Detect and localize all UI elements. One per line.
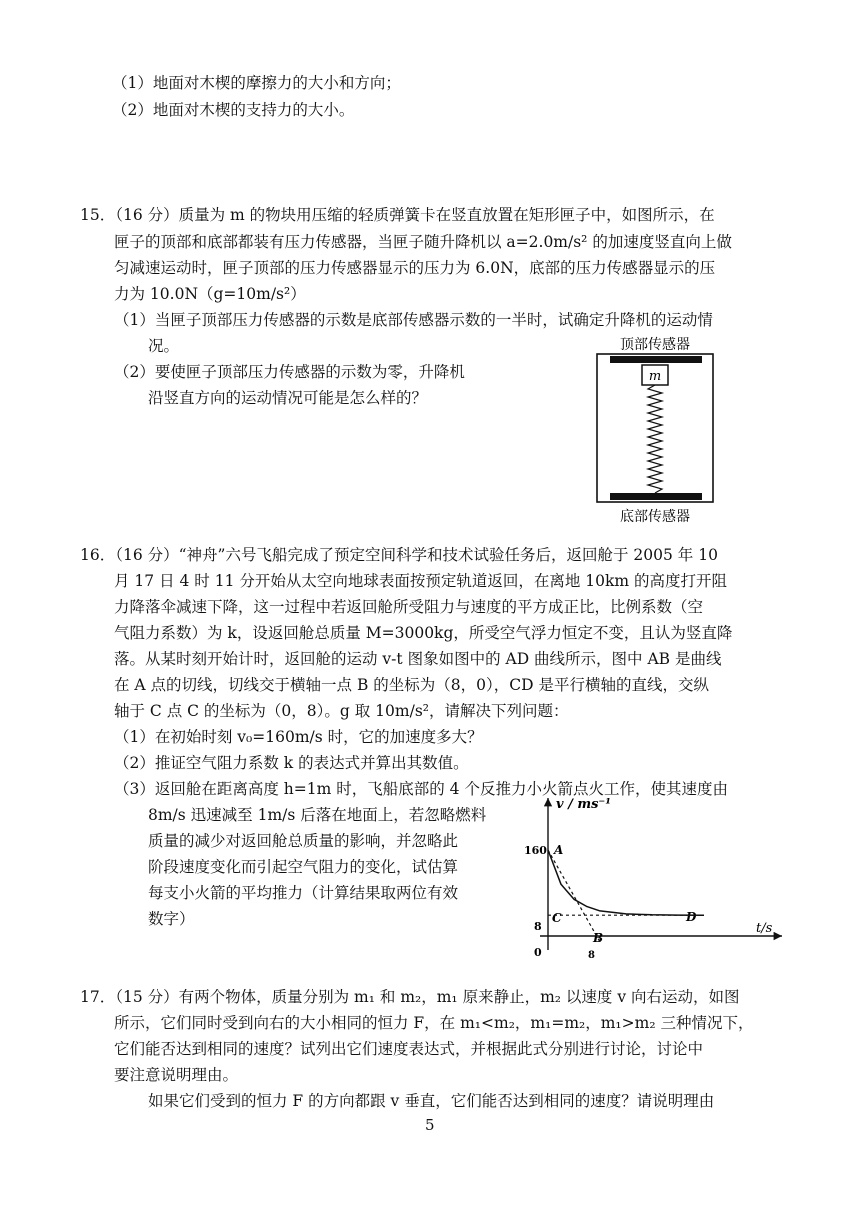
q14-item-1: （1）地面对木楔的摩擦力的大小和方向； (112, 74, 401, 92)
top-sensor (610, 356, 702, 363)
tick-0: 0 (534, 946, 542, 959)
tick-8-y: 8 (534, 920, 542, 933)
q16-item-3-cont-2: 质量的减少对返回舱总质量的影响，并忽略此 (148, 832, 459, 850)
vt-chart (520, 790, 790, 966)
q17-line-3: 它们能否达到相同的速度？试列出它们速度表达式，并根据此式分别进行讨论，讨论中 (114, 1040, 704, 1058)
bottom-sensor (610, 493, 702, 500)
q16-line-2: 月 17 日 4 时 11 分开始从太空向地球表面按预定轨道返回，在离地 10km 的高度打开阻 (114, 572, 728, 590)
curve-ad (548, 850, 704, 915)
q16-line-5: 落。从某时刻开始计时，返回舱的运动 v-t 图象如图中的 AD 曲线所示，图中 AB 是曲线 (114, 650, 722, 668)
q15-line-3: 匀减速运动时，匣子顶部的压力传感器显示的压力为 6.0N，底部的压力传感器显示的压 (114, 259, 716, 277)
tick-160: 160 (524, 844, 547, 857)
q16-item-3: （3）返回舱在距离高度 h=1m 时，飞船底部的 4 个反推力小火箭点火工作，使其速度由 (114, 780, 728, 798)
q15-line-2: 匣子的顶部和底部都装有压力传感器，当匣子随升降机以 a=2.0m/s² 的加速度竖直向上做 (114, 233, 732, 251)
q16-line-1: 16．（16 分）“神舟”六号飞船完成了预定空间科学和技术试验任务后，返回舱于 2005 年 10 (80, 546, 718, 564)
q15-item-1-cont: 况。 (148, 337, 180, 355)
q16-line-6: 在 A 点的切线，切线交于横轴一点 B 的坐标为（8，0），CD 是平行横轴的直线，交纵 (114, 676, 709, 694)
q15-line-1: 15．（16 分）质量为 m 的物块用压缩的轻质弹簧卡在竖直放置在矩形匣子中，如图所示，在 (80, 206, 715, 224)
q16-item-3-cont-5: 数字） (148, 910, 195, 928)
spring (648, 385, 662, 493)
page-number: 5 (425, 1116, 435, 1134)
q16-item-3-cont-3: 阶段速度变化而引起空气阻力的变化，试估算 (148, 858, 459, 876)
q16-item-2: （2）推证空气阻力系数 k 的表达式并算出其数值。 (114, 754, 469, 772)
top-sensor-label: 顶部传感器 (620, 336, 690, 352)
spring-box-figure (590, 334, 720, 528)
q17-line-4: 要注意说明理由。 (114, 1066, 239, 1084)
q15-item-1: （1）当匣子顶部压力传感器的示数是底部传感器示数的一半时，试确定升降机的运动情 (114, 311, 713, 329)
q15-line-4: 力为 10.0N（g=10m/s²） (114, 285, 306, 303)
q16-line-7: 轴于 C 点 C 的坐标为（0，8）。g 取 10m/s²，请解决下列问题： (114, 702, 569, 720)
q15-item-2: （2）要使匣子顶部压力传感器的示数为零，升降机 (114, 363, 465, 381)
point-b-label: B (593, 931, 604, 945)
point-d-label: D (686, 910, 697, 924)
q16-item-3-cont-1: 8m/s 迅速减至 1m/s 后落在地面上，若忽略燃料 (148, 806, 487, 824)
q17-line-5: 如果它们受到的恒力 F 的方向都跟 v 垂直，它们能否达到相同的速度？请说明理由 (148, 1092, 715, 1110)
q15-item-2-cont: 沿竖直方向的运动情况可能是怎么样的？ (148, 389, 428, 407)
tick-8-x: 8 (588, 950, 595, 961)
q14-item-2: （2）地面对木楔的支持力的大小。 (112, 101, 355, 119)
q16-line-3: 力降落伞减速下降，这一过程中若返回舱所受阻力与速度的平方成正比，比例系数（空 (114, 598, 704, 616)
tangent-ab (548, 850, 600, 942)
q16-line-4: 气阻力系数）为 k，设返回舱总质量 M=3000kg，所受空气浮力恒定不变，且认为竖直降 (114, 624, 733, 642)
bottom-sensor-label: 底部传感器 (620, 508, 690, 524)
point-c-label: C (552, 911, 562, 925)
x-axis-label: t/s (756, 921, 773, 936)
q17-line-1: 17．（15 分）有两个物体，质量分别为 m₁ 和 m₂，m₁ 原来静止，m₂ 以速度 v 向右运动，如图 (80, 988, 740, 1006)
q16-item-1: （1）在初始时刻 v₀=160m/s 时，它的加速度多大？ (114, 728, 483, 746)
q16-item-3-cont-4: 每支小火箭的平均推力（计算结果取两位有效 (148, 884, 459, 902)
y-axis-label: v / ms⁻¹ (556, 797, 611, 812)
mass-label: m (648, 369, 662, 384)
point-a-label: A (554, 843, 564, 857)
q17-line-2: 所示，它们同时受到向右的大小相同的恒力 F，在 m₁<m₂，m₁=m₂，m₁>m₂ 三种情况下， (114, 1014, 754, 1032)
